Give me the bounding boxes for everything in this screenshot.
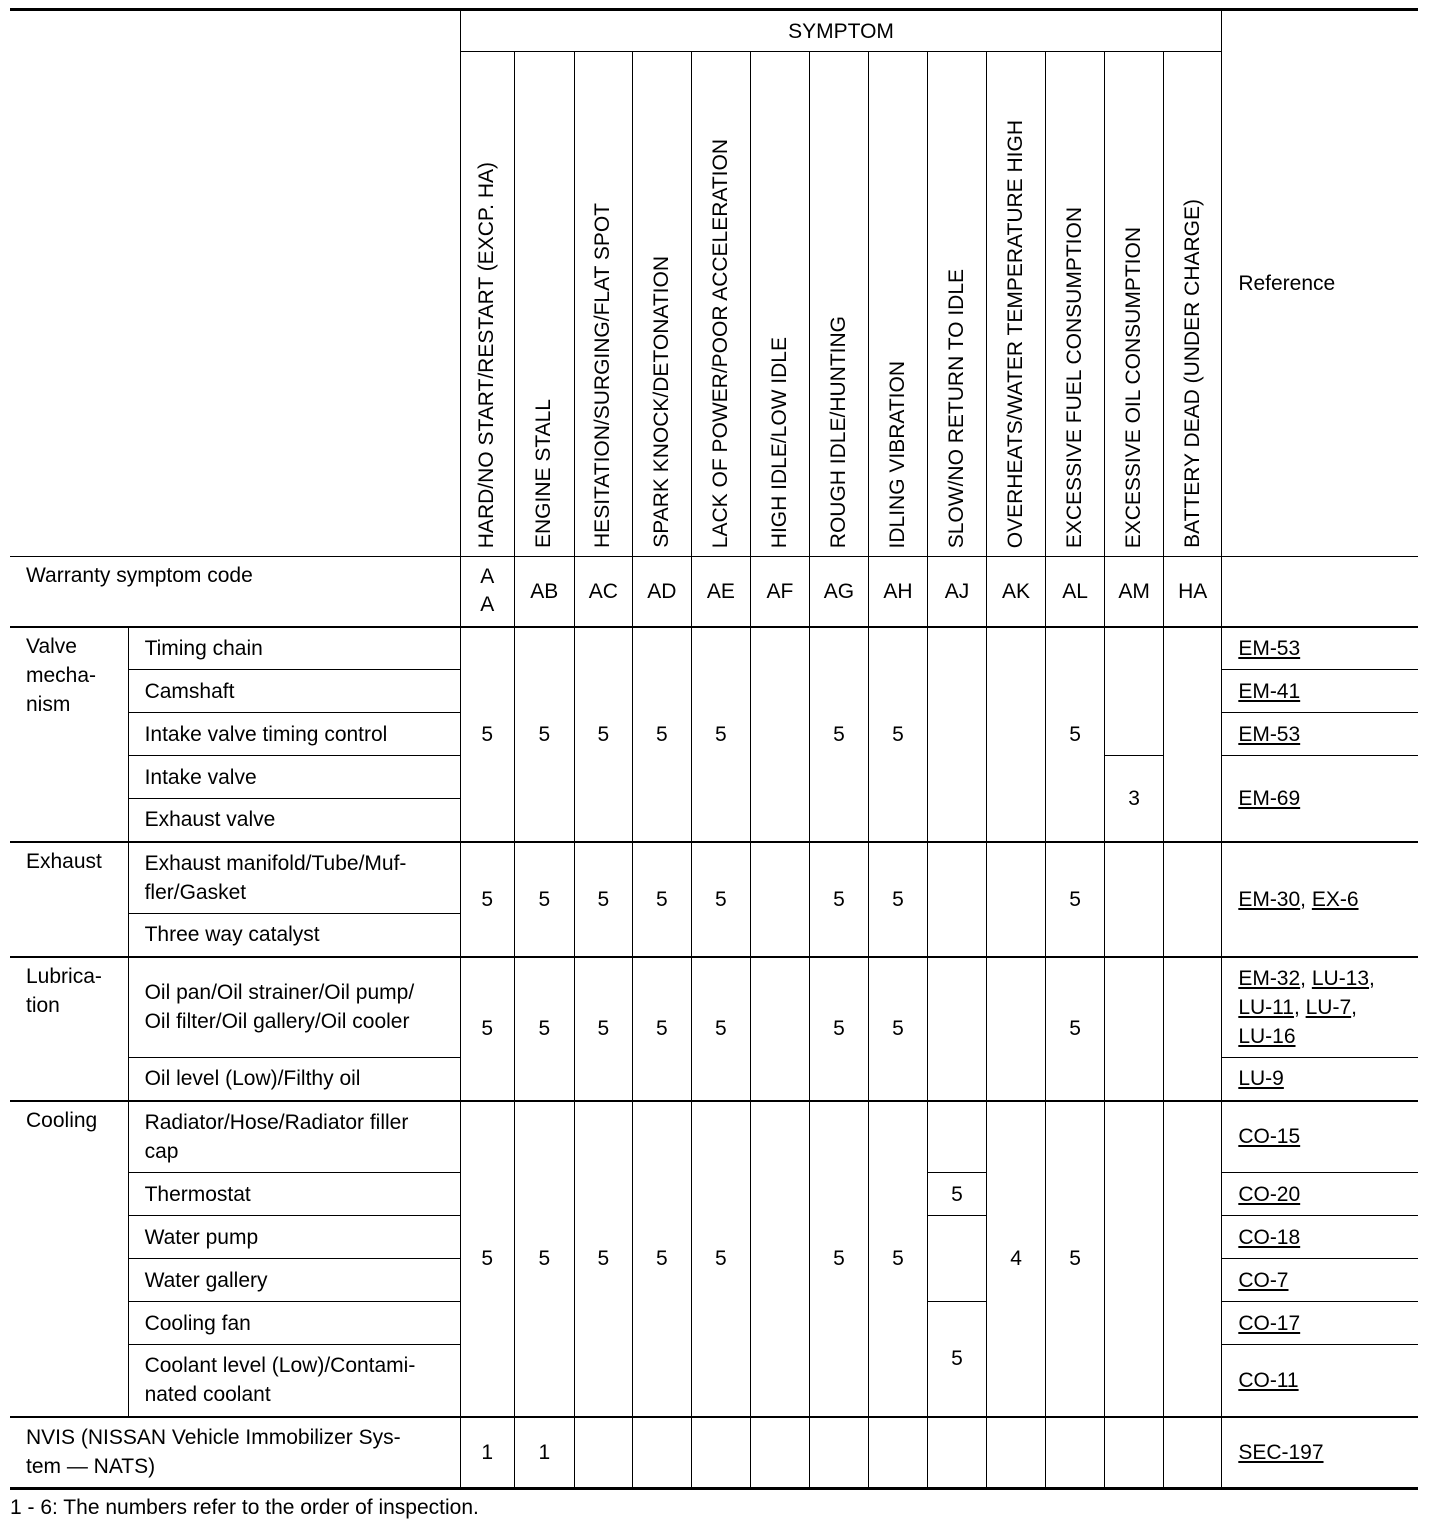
value-cell: 5: [1046, 627, 1105, 842]
item-nvis: NVIS (NISSAN Vehicle Immobilizer Sys- tem — NATS): [10, 1417, 460, 1489]
reference-cell: [1222, 1259, 1418, 1302]
symptom-header-ha: [1164, 52, 1222, 557]
reference-cell: [1222, 1058, 1418, 1101]
reference-link[interactable]: CO-7: [1238, 1268, 1289, 1292]
reference-cell: [1222, 1173, 1418, 1216]
warranty-code: HA: [1164, 557, 1222, 627]
value-cell: 5: [691, 627, 750, 842]
reference-link[interactable]: LU-9: [1238, 1067, 1284, 1091]
reference-link[interactable]: LU-7: [1305, 995, 1352, 1019]
value-cell: [987, 1417, 1046, 1489]
reference-cell: [1222, 1101, 1418, 1173]
reference-link[interactable]: EM-69: [1238, 786, 1301, 810]
symptom-header-ak: [987, 52, 1046, 557]
value-cell: 5: [1046, 842, 1105, 957]
symptom-header-aj: [928, 52, 987, 557]
reference-cell: [1222, 756, 1418, 842]
reference-cell: [1222, 1216, 1418, 1259]
symptom-header-aa: [460, 52, 514, 557]
value-cell: 5: [1046, 1101, 1105, 1417]
symptom-label: OVERHEATS/WATER TEMPERATURE HIGH: [1004, 119, 1028, 548]
value-cell: 5: [928, 1302, 987, 1417]
item-cooling-fan: Cooling fan: [128, 1302, 460, 1345]
value-cell: 5: [691, 1101, 750, 1417]
value-cell: 5: [514, 842, 574, 957]
value-cell: 4: [987, 1101, 1046, 1417]
item-thermostat: Thermostat: [128, 1173, 460, 1216]
warranty-code: AF: [750, 557, 809, 627]
reference-link[interactable]: EX-6: [1311, 887, 1359, 911]
reference-link[interactable]: CO-11: [1238, 1368, 1299, 1392]
reference-link[interactable]: LU-16: [1238, 1024, 1296, 1048]
warranty-code: AH: [868, 557, 927, 627]
symptom-header-am: [1105, 52, 1164, 557]
value-cell: [1164, 957, 1222, 1101]
reference-link[interactable]: EM-41: [1238, 679, 1301, 703]
warranty-code: AK: [987, 557, 1046, 627]
warranty-code-row: [10, 557, 1418, 627]
reference-header: Reference: [1222, 10, 1418, 557]
reference-cell: [1222, 957, 1418, 1058]
category-cooling: Cooling: [10, 1101, 128, 1417]
symptom-header-ae: [691, 52, 750, 557]
reference-link[interactable]: EM-32: [1238, 966, 1301, 990]
table-row: [10, 957, 1418, 1058]
item-exhaust-manifold: Exhaust manifold/Tube/Muf- fler/Gasket: [128, 842, 460, 914]
symptom-table-container: [10, 8, 1418, 1490]
value-cell: [1105, 1417, 1164, 1489]
item-timing-chain: Timing chain: [128, 627, 460, 670]
reference-cell: [1222, 627, 1418, 670]
symptom-label: IDLING VIBRATION: [885, 360, 909, 548]
table-row: [10, 1101, 1418, 1173]
symptom-label: ENGINE STALL: [532, 399, 556, 548]
value-cell: 5: [928, 1173, 987, 1216]
symptom-header-ac: [574, 52, 632, 557]
header-blank: [10, 10, 460, 557]
value-cell: [1164, 1417, 1222, 1489]
value-cell: [1105, 1101, 1164, 1417]
value-cell: 5: [1046, 957, 1105, 1101]
value-cell: 5: [574, 842, 632, 957]
symptom-header-ag: [809, 52, 868, 557]
value-cell: 5: [868, 842, 927, 957]
item-intake-valve: Intake valve: [128, 756, 460, 799]
value-cell: 5: [809, 627, 868, 842]
symptom-label: EXCESSIVE OIL CONSUMPTION: [1122, 226, 1146, 548]
reference-link[interactable]: CO-15: [1238, 1125, 1301, 1149]
value-cell: [928, 957, 987, 1101]
category-lubrication: Lubrica- tion: [10, 957, 128, 1101]
value-cell: 3: [1105, 756, 1164, 842]
value-cell: [750, 957, 809, 1101]
warranty-code: A A: [460, 557, 514, 627]
value-cell: 5: [574, 1101, 632, 1417]
item-coolant-level: Coolant level (Low)/Contami- nated coolant: [128, 1345, 460, 1417]
warranty-ref-blank: [1222, 557, 1418, 627]
reference-separator: ,: [1300, 887, 1312, 911]
reference-cell: [1222, 1345, 1418, 1417]
value-cell: [1046, 1417, 1105, 1489]
symptom-label: ROUGH IDLE/HUNTING: [826, 315, 850, 548]
value-cell: [987, 842, 1046, 957]
value-cell: 5: [691, 842, 750, 957]
item-exhaust-valve: Exhaust valve: [128, 799, 460, 842]
symptom-label: HARD/NO START/RESTART (EXCP. HA): [475, 161, 499, 548]
item-oil-level: Oil level (Low)/Filthy oil: [128, 1058, 460, 1101]
item-camshaft: Camshaft: [128, 670, 460, 713]
table-row: [10, 842, 1418, 914]
item-three-way-catalyst: Three way catalyst: [128, 914, 460, 957]
reference-link[interactable]: LU-13: [1311, 966, 1370, 990]
value-cell: 5: [691, 957, 750, 1101]
value-cell: 5: [632, 627, 691, 842]
warranty-code: AG: [809, 557, 868, 627]
value-cell: [1164, 627, 1222, 842]
value-cell: 1: [460, 1417, 514, 1489]
reference-link[interactable]: LU-11: [1238, 995, 1294, 1019]
item-oil-pan: Oil pan/Oil strainer/Oil pump/ Oil filter/Oil gallery/Oil cooler: [128, 957, 460, 1058]
value-cell: 5: [632, 1101, 691, 1417]
header-row-symptom: [10, 10, 1418, 52]
footnote: 1 - 6: The numbers refer to the order of inspection.: [10, 1496, 479, 1519]
value-cell: 5: [514, 957, 574, 1101]
reference-cell: [1222, 842, 1418, 957]
category-valve-mechanism: Valve mecha- nism: [10, 627, 128, 842]
value-cell: 5: [460, 957, 514, 1101]
value-cell: 5: [632, 957, 691, 1101]
reference-cell: [1222, 1302, 1418, 1345]
item-water-gallery: Water gallery: [128, 1259, 460, 1302]
value-cell: [1164, 1101, 1222, 1417]
reference-link[interactable]: CO-17: [1238, 1311, 1301, 1335]
reference-link[interactable]: EM-53: [1238, 722, 1301, 746]
symptom-header-al: [1046, 52, 1105, 557]
value-cell: 5: [514, 1101, 574, 1417]
value-cell: 5: [632, 842, 691, 957]
value-cell: [928, 1417, 987, 1489]
value-cell: 5: [868, 1101, 927, 1417]
warranty-code: AB: [514, 557, 574, 627]
symptom-header-ad: [632, 52, 691, 557]
warranty-code: AM: [1105, 557, 1164, 627]
value-cell: [750, 1101, 809, 1417]
value-cell: [632, 1417, 691, 1489]
warranty-code: AL: [1046, 557, 1105, 627]
value-cell: [1105, 957, 1164, 1101]
reference-separator: ,: [1300, 966, 1312, 990]
value-cell: [1105, 627, 1164, 756]
value-cell: 5: [809, 1101, 868, 1417]
symptom-title: SYMPTOM: [460, 10, 1222, 52]
value-cell: 5: [514, 627, 574, 842]
value-cell: [928, 1101, 987, 1173]
reference-cell: [1222, 1417, 1418, 1489]
warranty-code: AJ: [928, 557, 987, 627]
reference-link[interactable]: CO-20: [1238, 1182, 1301, 1206]
value-cell: [928, 627, 987, 842]
symptom-label: EXCESSIVE FUEL CONSUMPTION: [1063, 206, 1087, 548]
symptom-header-af: [750, 52, 809, 557]
value-cell: 5: [460, 1101, 514, 1417]
symptom-header-ab: [514, 52, 574, 557]
warranty-code-label: Warranty symptom code: [10, 557, 460, 627]
symptom-label: SPARK KNOCK/DETONATION: [649, 256, 673, 548]
value-cell: [987, 957, 1046, 1101]
symptom-label: HIGH IDLE/LOW IDLE: [767, 336, 791, 548]
warranty-code: AE: [691, 557, 750, 627]
value-cell: 1: [514, 1417, 574, 1489]
value-cell: [987, 627, 1046, 842]
value-cell: 5: [574, 957, 632, 1101]
category-exhaust: Exhaust: [10, 842, 128, 957]
value-cell: 5: [460, 627, 514, 842]
reference-link[interactable]: EM-30: [1238, 887, 1301, 911]
item-intake-valve-timing-control: Intake valve timing control: [128, 713, 460, 756]
reference-separator: ,: [1293, 995, 1306, 1019]
value-cell: 5: [868, 627, 927, 842]
item-water-pump: Water pump: [128, 1216, 460, 1259]
value-cell: 5: [460, 842, 514, 957]
value-cell: [750, 842, 809, 957]
item-radiator: Radiator/Hose/Radiator filler cap: [128, 1101, 460, 1173]
table-row: [10, 627, 1418, 670]
reference-separator: ,: [1369, 966, 1375, 990]
value-cell: [1105, 842, 1164, 957]
reference-link[interactable]: EM-53: [1238, 636, 1301, 660]
value-cell: [750, 627, 809, 842]
value-cell: 5: [809, 957, 868, 1101]
value-cell: [928, 842, 987, 957]
warranty-code: AC: [574, 557, 632, 627]
symptom-header-ah: [868, 52, 927, 557]
symptom-table: [10, 8, 1418, 1490]
value-cell: [868, 1417, 927, 1489]
symptom-label: LACK OF POWER/POOR ACCELERATION: [708, 138, 732, 548]
reference-cell: [1222, 670, 1418, 713]
value-cell: [809, 1417, 868, 1489]
value-cell: 5: [868, 957, 927, 1101]
reference-cell: [1222, 713, 1418, 756]
reference-link[interactable]: CO-18: [1238, 1225, 1301, 1249]
symptom-label: SLOW/NO RETURN TO IDLE: [945, 268, 969, 548]
symptom-label: HESITATION/SURGING/FLAT SPOT: [591, 203, 615, 548]
value-cell: [750, 1417, 809, 1489]
value-cell: 5: [809, 842, 868, 957]
value-cell: [1164, 842, 1222, 957]
value-cell: [928, 1216, 987, 1302]
reference-link[interactable]: SEC-197: [1238, 1440, 1324, 1464]
table-row: [10, 1417, 1418, 1489]
symptom-label: BATTERY DEAD (UNDER CHARGE): [1180, 199, 1204, 548]
warranty-code: AD: [632, 557, 691, 627]
value-cell: [574, 1417, 632, 1489]
value-cell: 5: [574, 627, 632, 842]
value-cell: [691, 1417, 750, 1489]
reference-separator: ,: [1351, 995, 1357, 1019]
